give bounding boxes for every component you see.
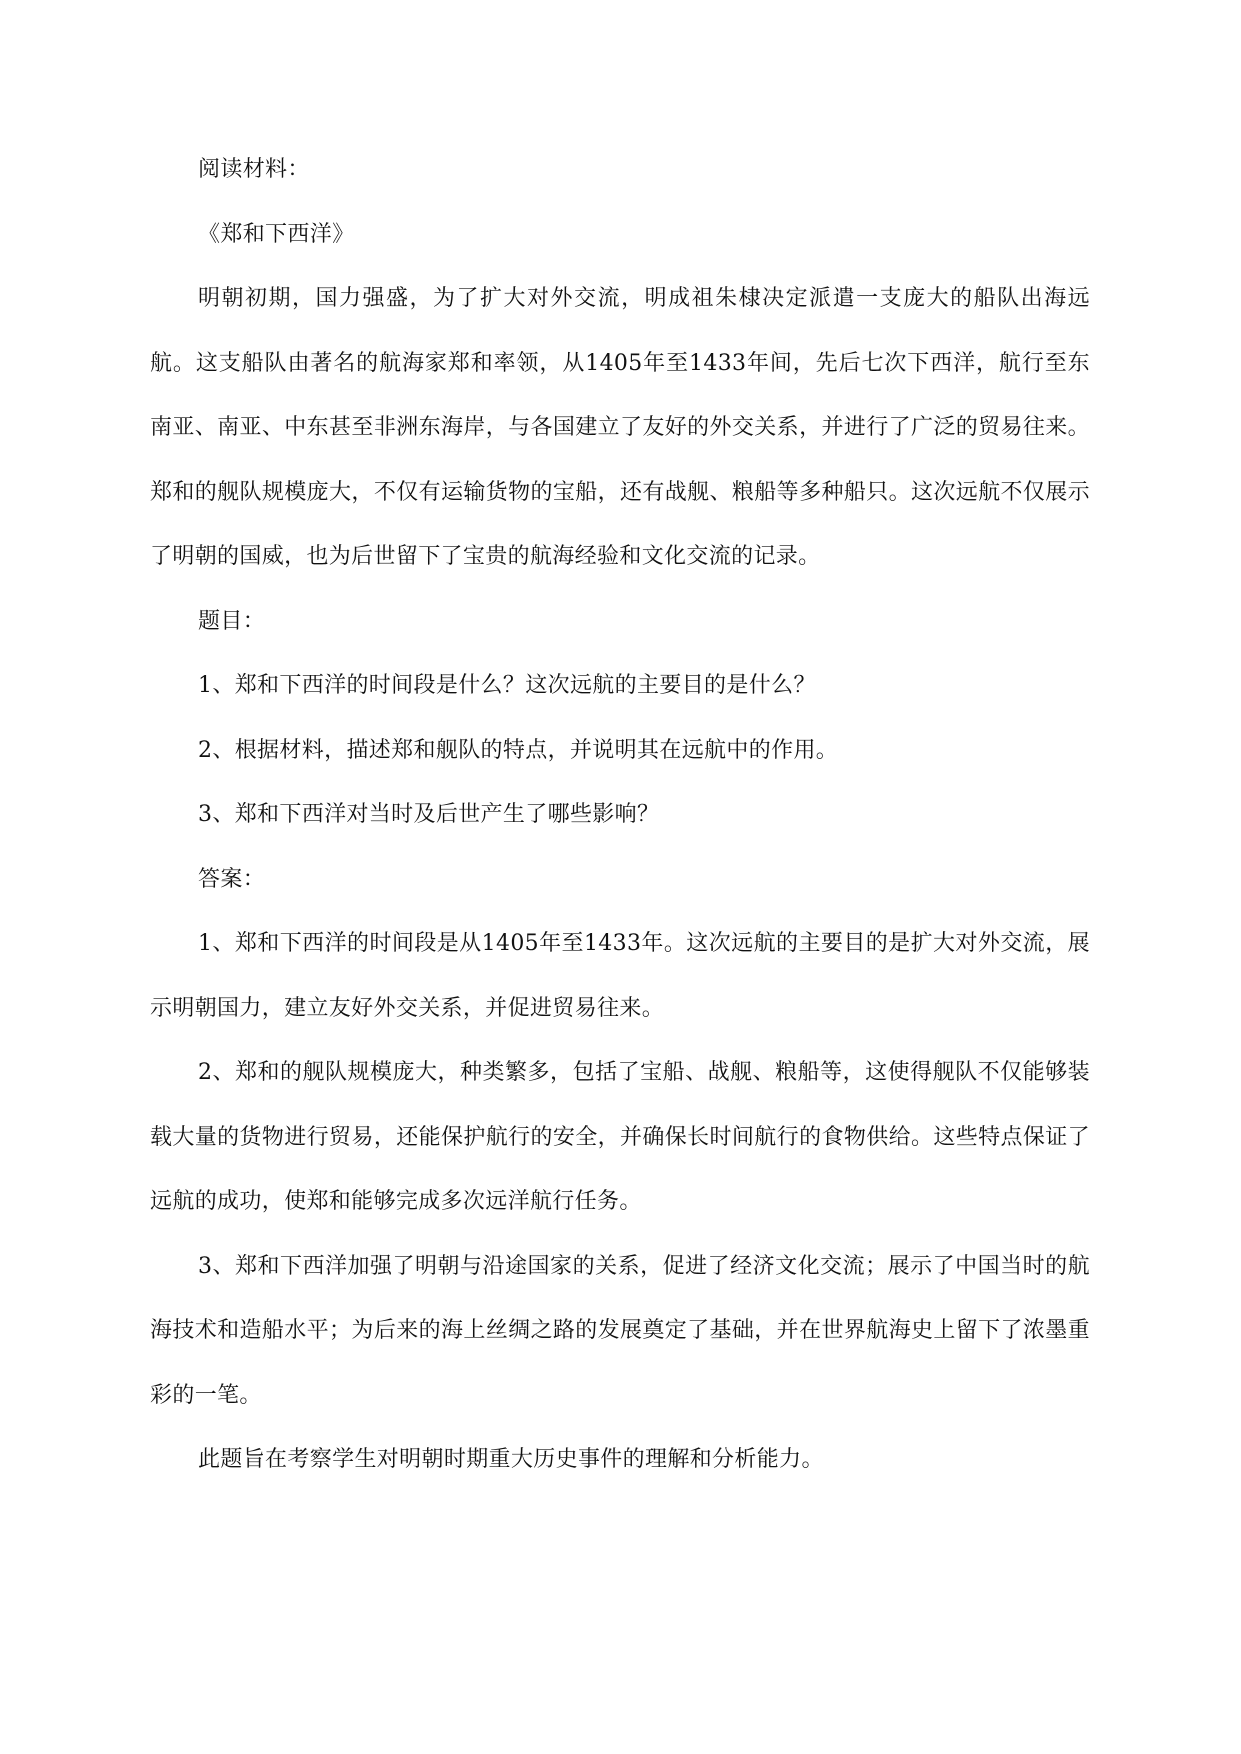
question-1: 1、郑和下西洋的时间段是什么？这次远航的主要目的是什么？: [198, 673, 816, 698]
question-2: 2、根据材料，描述郑和舰队的特点，并说明其在远航中的作用。: [198, 737, 839, 763]
document-body: [150, 138, 1090, 1493]
passage-paragraph: 明朝初期，国力强盛，为了扩大对外交流，明成祖朱棣决定派遣一支庞大的船队出海远航。这支船队由著名的航海家郑和率领，从1405年至1433年间，先后七次下西洋，航行至东南亚、南亚、中东甚至非洲东海岸，与各国建立了友好的外交关系，并进行了广泛的贸易往来。郑和的舰队规模庞大，不仅有运输货物的宝船，还有战舰、粮船等多种船只。这次远航不仅展示了明朝的国威，也为后世留下了宝贵的航海经验和文化交流的记录。: [150, 286, 1090, 569]
passage-title: 《郑和下西洋》: [198, 221, 355, 247]
answer-3: 3、郑和下西洋加强了明朝与沿途国家的关系，促进了经济文化交流；展示了中国当时的航海技术和造船水平；为后来的海上丝绸之路的发展奠定了基础，并在世界航海史上留下了浓墨重彩的一笔。: [150, 1253, 1090, 1408]
answer-2: 2、郑和的舰队规模庞大，种类繁多，包括了宝船、战舰、粮船等，这使得舰队不仅能够装载大量的货物进行贸易，还能保护航行的安全，并确保长时间航行的食物供给。这些特点保证了远航的成功，使郑和能够完成多次远洋航行任务。: [150, 1060, 1090, 1214]
question-3: 3、郑和下西洋对当时及后世产生了哪些影响？: [198, 802, 660, 827]
questions-label: 题目：: [198, 608, 266, 634]
reading-label: 阅读材料：: [198, 157, 310, 182]
answer-1: 1、郑和下西洋的时间段是从1405年至1433年。这次远航的主要目的是扩大对外交流，展示明朝国力，建立友好外交关系，并促进贸易往来。: [150, 931, 1090, 1021]
summary-paragraph: 此题旨在考察学生对明朝时期重大历史事件的理解和分析能力。: [198, 1447, 824, 1472]
answers-label: 答案：: [198, 866, 266, 892]
